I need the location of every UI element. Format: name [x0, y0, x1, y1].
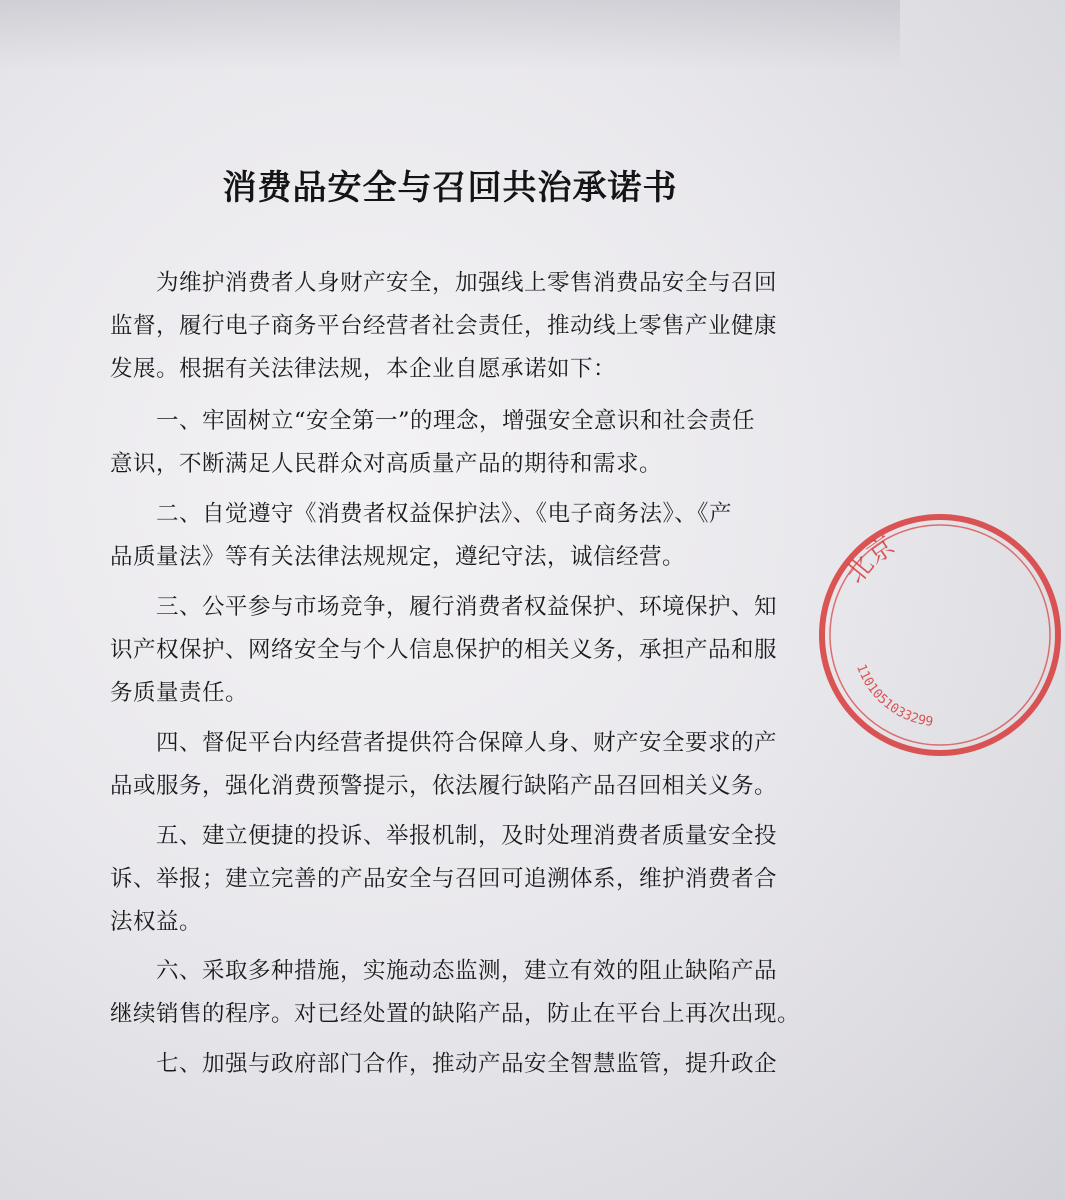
company-seal-stamp: [815, 510, 1065, 760]
paragraph-item-6: [110, 950, 810, 1036]
paragraph-line: 二、自觉遵守《消费者权益保护法》、《电子商务法》、《产: [110, 501, 733, 527]
paragraph-line: 法权益。: [110, 909, 203, 935]
paragraph-line: 四、督促平台内经营者提供符合保障人身、财产安全要求的产: [110, 730, 778, 756]
paragraph-line: 诉、举报；建立完善的产品安全与召回可追溯体系，维护消费者合: [110, 866, 778, 892]
seal-number: 1101051033299: [853, 662, 935, 730]
paragraph-line: 一、牢固树立“安全第一”的理念，增强安全意识和社会责任: [110, 408, 756, 434]
paragraph-line: 识产权保护、网络安全与个人信息保护的相关义务，承担产品和服: [110, 637, 778, 663]
paragraph-item-7: [110, 1043, 810, 1086]
paragraph-line: 发展。根据有关法律法规，本企业自愿承诺如下：: [110, 356, 617, 382]
paragraph-line: 六、采取多种措施，实施动态监测，建立有效的阻止缺陷产品: [110, 958, 778, 984]
paragraph-item-3: [110, 586, 810, 715]
page-shadow: [0, 0, 900, 70]
paragraph-line: 品或服务，强化消费预警提示，依法履行缺陷产品召回相关义务。: [110, 773, 778, 799]
paragraph-line: 务质量责任。: [110, 680, 249, 706]
paragraph-line: 继续销售的程序。对已经处置的缺陷产品，防止在平台上再次出现。: [110, 1001, 801, 1027]
paragraph-item-5: [110, 815, 810, 944]
paragraph-line: 监督，履行电子商务平台经营者社会责任，推动线上零售产业健康: [110, 313, 778, 339]
document-title: 消费品安全与召回共治承诺书: [222, 168, 678, 208]
paragraph-line: 意识，不断满足人民群众对高质量产品的期待和需求。: [110, 451, 663, 477]
paragraph-line: 为维护消费者人身财产安全，加强线上零售消费品安全与召回: [110, 270, 778, 296]
paragraph-line: 五、建立便捷的投诉、举报机制，及时处理消费者质量安全投: [110, 823, 778, 849]
paragraph-item-1: [110, 400, 810, 486]
paragraph-item-4: [110, 722, 810, 808]
paragraph-intro: [110, 262, 810, 391]
paragraph-item-2: [110, 493, 810, 579]
paragraph-line: 品质量法》等有关法律法规规定，遵纪守法，诚信经营。: [110, 544, 686, 570]
paragraph-line: 七、加强与政府部门合作，推动产品安全智慧监管，提升政企: [110, 1051, 778, 1077]
paragraph-line: 三、公平参与市场竞争，履行消费者权益保护、环境保护、知: [110, 594, 778, 620]
seal-text: 北京: [840, 530, 901, 590]
